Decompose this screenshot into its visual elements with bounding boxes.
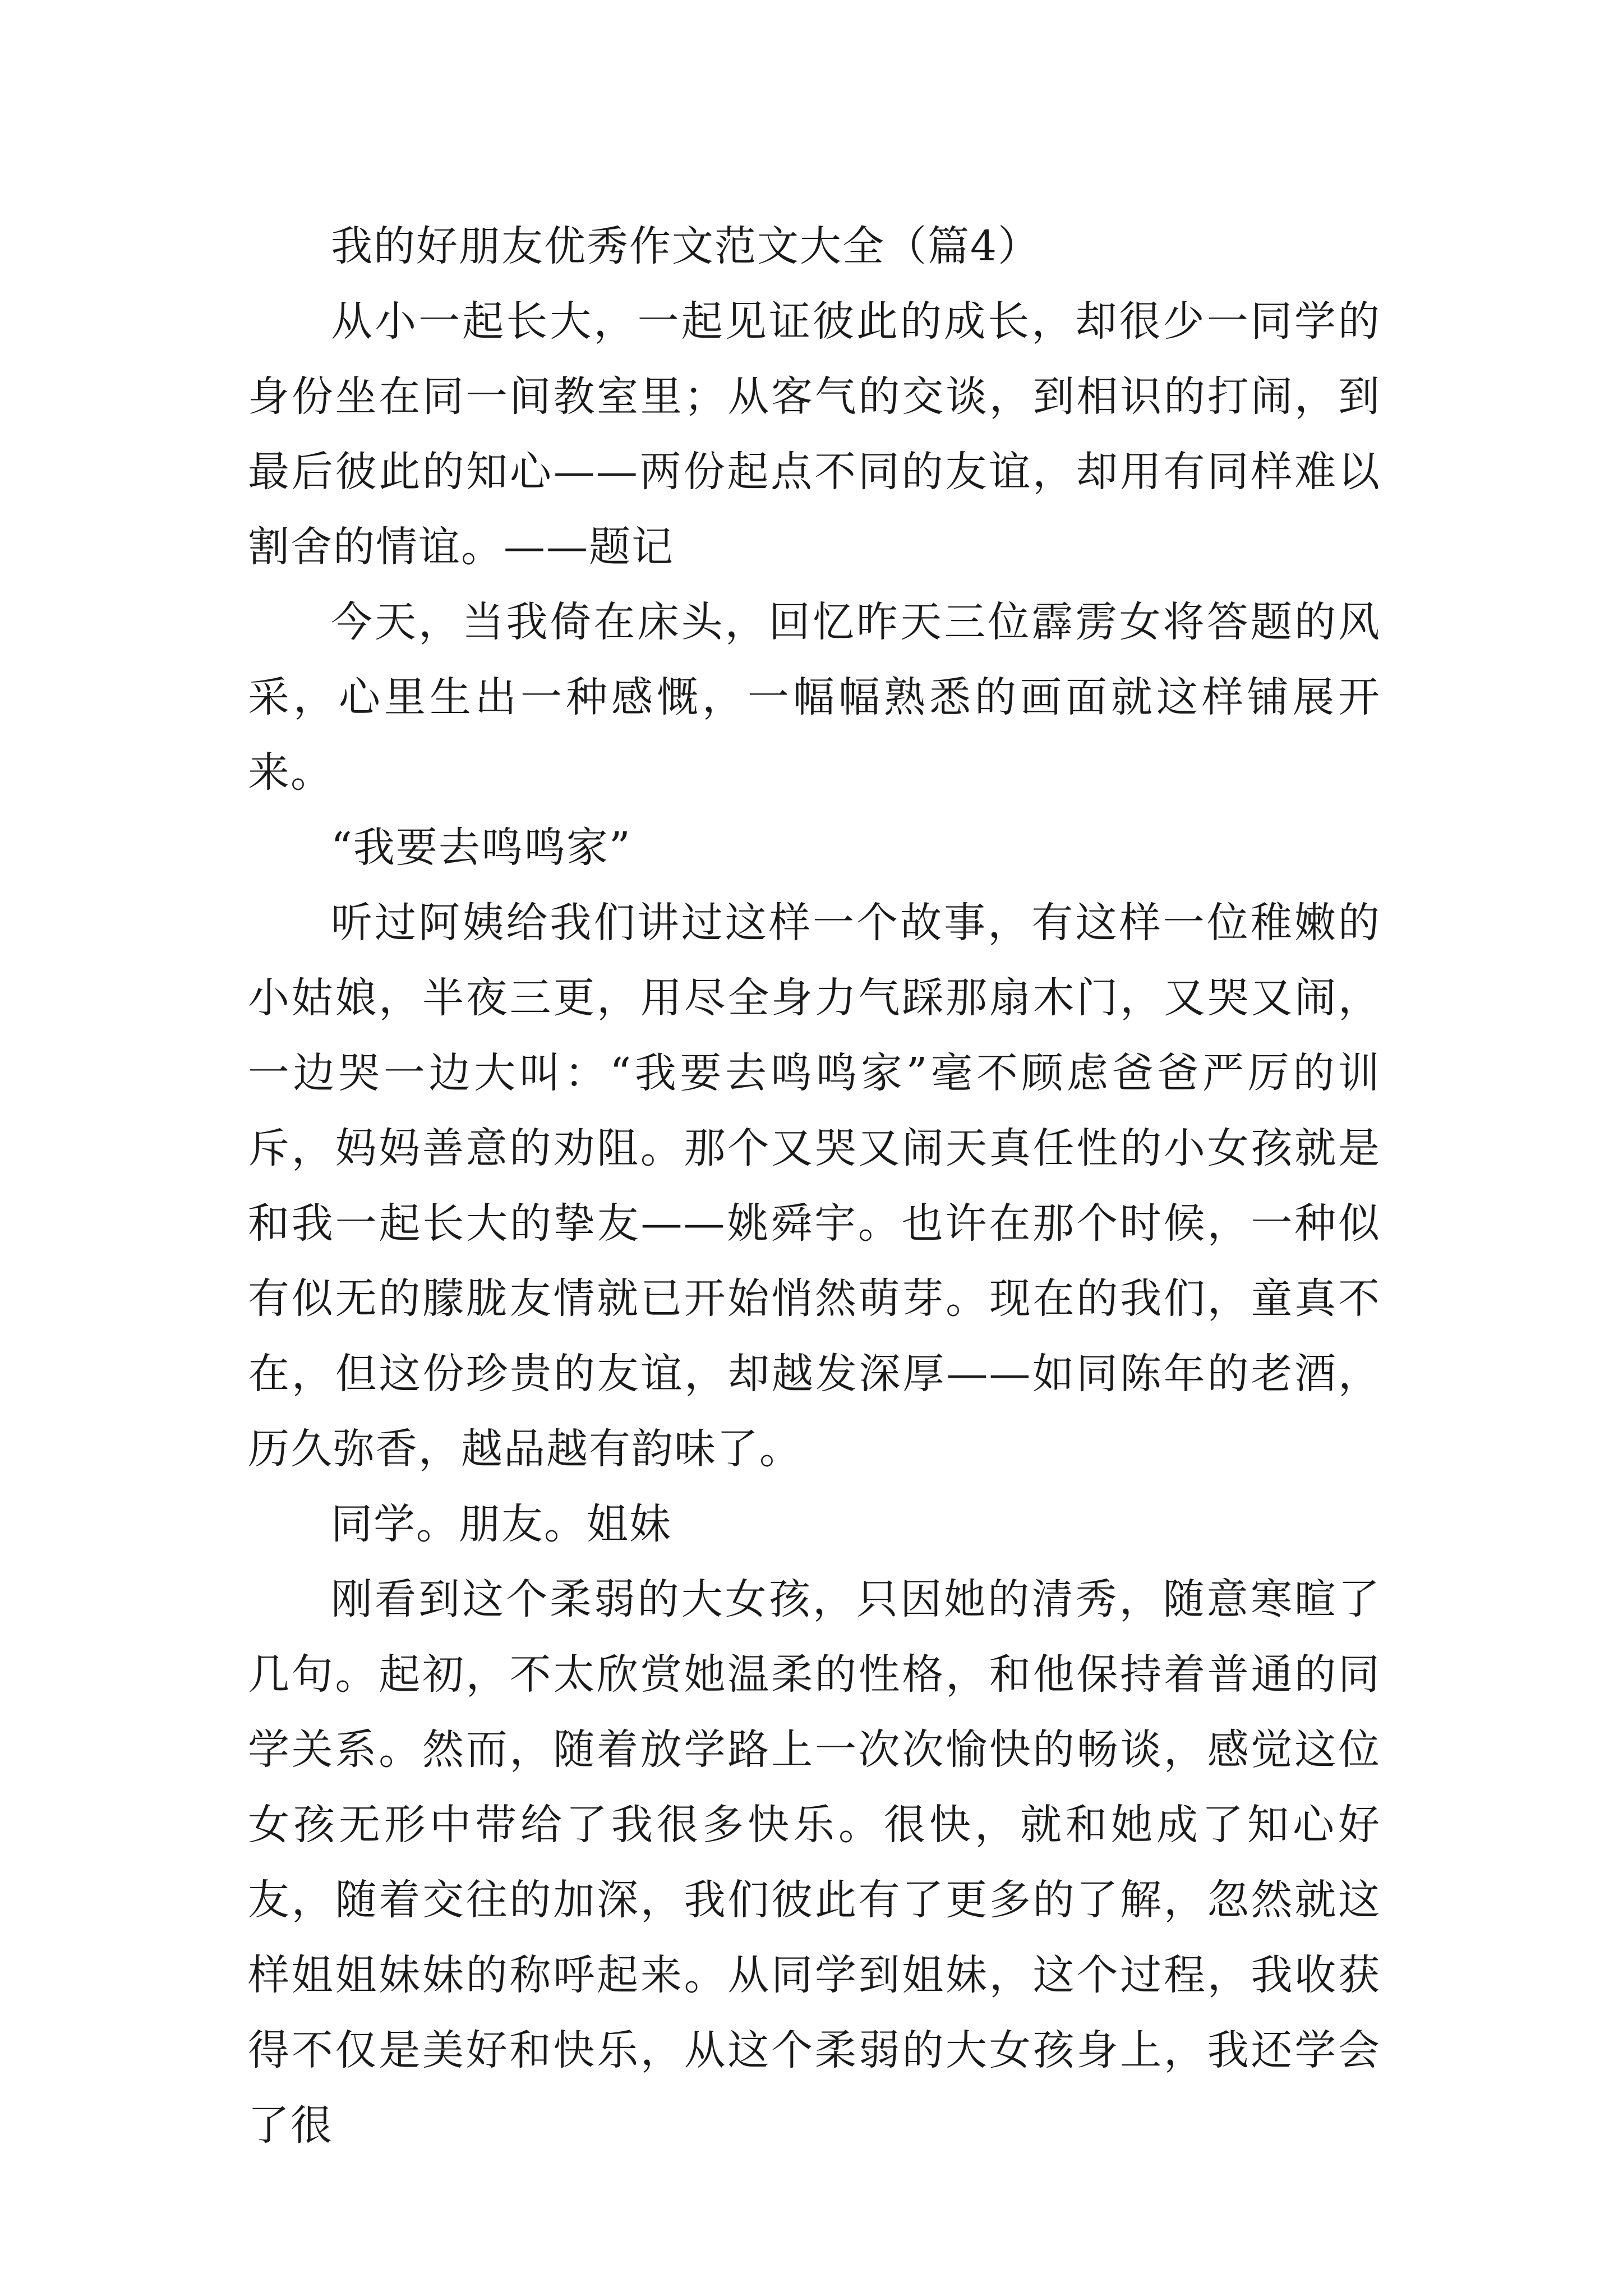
document-body	[248, 209, 1381, 2163]
section-heading-visit: “我要去鸣鸣家”	[331, 823, 631, 872]
paragraph-story: 听过阿姨给我们讲过这样一个故事，有这样一位稚嫩的小姑娘，半夜三更，用尽全身力气踩那扇木门，又哭又闹，一边哭一边大叫：“我要去鸣鸣家”毫不顾虑爸爸严厉的训斥，妈妈善意的劝阻。那个又哭又闹天真任性的小女孩就是和我一起长大的挚友——姚舜宇。也许在那个时候，一种似有似无的朦胧友情就已开始悄然萌芽。现在的我们，童真不在，但这份珍贵的友谊，却越发深厚——如同陈年的老酒，历久弥香，越品越有韵味了。	[248, 899, 1381, 1473]
section-heading-friends: 同学。朋友。姐妹	[331, 1500, 672, 1548]
document-title: 我的好朋友优秀作文范文大全（篇4）	[331, 222, 1041, 270]
paragraph-intro: 今天，当我倚在床头，回忆昨天三位霹雳女将答题的风采，心里生出一种感慨，一幅幅熟悉的画面就这样铺展开来。	[248, 598, 1381, 797]
paragraph-foreword: 从小一起长大，一起见证彼此的成长，却很少一同学的身份坐在同一间教室里；从客气的交谈，到相识的打闹，到最后彼此的知心——两份起点不同的友谊，却用有同样难以割舍的情谊。——题记	[248, 297, 1381, 571]
paragraph-classmate: 刚看到这个柔弱的大女孩，只因她的清秀，随意寒暄了几句。起初，不太欣赏她温柔的性格，和他保持着普通的同学关系。然而，随着放学路上一次次愉快的畅谈，感觉这位女孩无形中带给了我很多快乐。很快，就和她成了知心好友，随着交往的加深，我们彼此有了更多的了解，忽然就这样姐姐妹妹的称呼起来。从同学到姐妹，这个过程，我收获得不仅是美好和快乐，从这个柔弱的大女孩身上，我还学会了很	[248, 1575, 1381, 2150]
